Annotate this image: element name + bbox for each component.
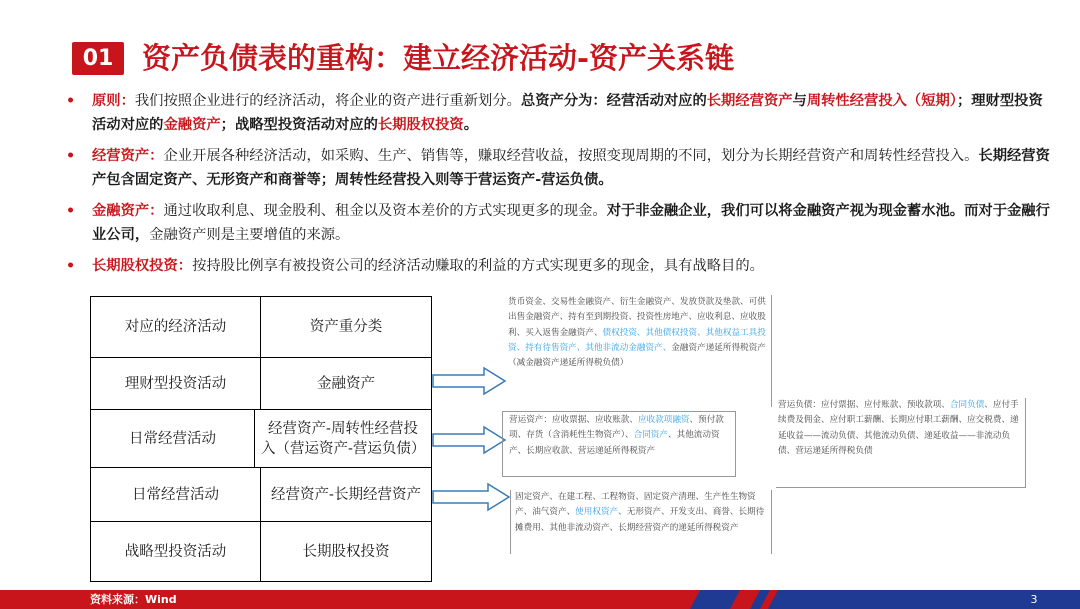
- text-segment: 应付票据、应付账款、预收款项、: [820, 400, 950, 410]
- table-row: [91, 468, 431, 521]
- table-row: [91, 522, 431, 581]
- text-segment: ；理财型投资活动对应的: [92, 93, 1043, 133]
- highlighted-term: 债权投资、其他债权投资、其他权益工具投资、持有待售资产、其他非流动金融资产、: [508, 327, 766, 353]
- text-segment: 企业开展各种经济活动，如采购、生产、销售等，赚取经营收益，按照变现周期的不同，划分为长期经营资产和周转性经营投入。: [163, 148, 979, 164]
- table-header-cell: 资产重分类: [309, 319, 383, 335]
- key-term: 长期经营资产: [706, 93, 793, 109]
- text-segment: 、预付款项、存货（含消耗性生物资产）、: [509, 415, 724, 441]
- bullet-dot-icon: •: [66, 148, 76, 164]
- operating-assets-detail: [502, 411, 736, 477]
- text-segment: 通过收取利息、现金股利、租金以及资本差价的方式实现更多的现金。: [163, 203, 607, 219]
- highlighted-term: 使用权资产: [575, 507, 619, 518]
- key-term: 周转性经营投入（短期）: [806, 93, 957, 109]
- text-segment: 营运负债：: [778, 400, 821, 410]
- text-segment: 金融资产递延所得税资产（减金融资产递延所得税负债）: [508, 342, 766, 369]
- text-segment: 总资产分为：经营活动对应的: [520, 93, 707, 109]
- highlighted-term: 合同负债: [949, 400, 985, 410]
- page-title: 资产负债表的重构：建立经济活动-资产关系链: [142, 41, 735, 75]
- arrow-right-icon: [432, 482, 512, 512]
- section-number-badge: 01: [72, 42, 124, 75]
- text-segment: 按持股比例享有被投资公司的经济活动赚取的利益的方式实现更多的现金，具有战略目的。: [192, 258, 764, 274]
- text-segment: 长期经营资产包含固定资产、无形资产和商誉等；周转性经营投入则等于营运资产-营运负债。: [92, 148, 1050, 188]
- bullet-principle: [66, 89, 1051, 137]
- text-segment: 、其他流动资产、长期应收款、营运递延所得税资产: [509, 430, 720, 456]
- table-row: [91, 410, 431, 467]
- table-cell: 战略型投资活动: [91, 522, 261, 581]
- text-segment: 我们按照企业进行的经济活动，将企业的资产进行重新划分。: [134, 93, 521, 109]
- bullet-key: 原则：: [92, 93, 135, 109]
- text-segment: 货币资金、交易性金融资产、衍生金融资产、发放贷款及垫款、可供出售金融资产、持有至到期投资、投资性房地产、应收利息、应收股利、买入返售金融资产、: [508, 297, 766, 338]
- table-header-cell: 对应的经济活动: [91, 297, 261, 357]
- footer-source: 资料来源：Wind: [90, 593, 177, 606]
- bullet-list: [66, 89, 1051, 285]
- bullet-dot-icon: •: [66, 258, 76, 274]
- operating-liabilities-detail: [776, 398, 1026, 488]
- text-segment: 应收票据、应收账款、: [551, 415, 638, 425]
- text-segment: ；战略型投资活动对应的: [220, 117, 378, 133]
- text-segment: 、无形资产、开发支出、商誉、长期待摊费用、其他非流动资产、长期经营资产的递延所得税资产: [515, 507, 765, 533]
- activity-asset-table: [90, 296, 432, 582]
- highlighted-term: 应收款项融资: [637, 415, 690, 425]
- text-segment: 、应付手续费及佣金、应付职工薪酬、长期应付职工薪酬、应交税费、递延收益——流动负债、其他流动负债、递延收益——非流动负债、营运递延所得税负债: [778, 400, 1019, 456]
- text-segment: 金融资产则是主要增值的来源。: [149, 227, 350, 243]
- bullet-dot-icon: •: [66, 203, 76, 219]
- text-segment: 固定资产、在建工程、工程物资、固定资产清理、生产性生物资产、油气资产、: [515, 492, 756, 518]
- highlighted-term: 合同资产: [633, 430, 668, 441]
- text-segment: 。: [463, 117, 479, 133]
- long-term-assets-detail: [510, 490, 772, 554]
- table-header-row: [91, 297, 431, 357]
- text-segment: 营运资产：: [509, 415, 552, 425]
- table-cell: 理财型投资活动: [91, 358, 261, 409]
- table-cell: 金融资产: [317, 375, 375, 392]
- table-cell: 日常经营活动: [91, 410, 255, 467]
- bullet-operating-assets: [66, 144, 1051, 192]
- bullet-key: 金融资产：: [92, 203, 164, 219]
- table-cell: 长期股权投资: [302, 543, 390, 560]
- bullet-key: 长期股权投资：: [92, 258, 193, 274]
- key-term: 金融资产: [163, 117, 221, 133]
- table-cell: 经营资产-长期经营资产: [271, 486, 421, 503]
- bullet-dot-icon: •: [66, 93, 76, 109]
- key-term: 长期股权投资: [377, 117, 464, 133]
- bullet-financial-assets: [66, 199, 1051, 247]
- bullet-key: 经营资产：: [92, 148, 164, 164]
- arrow-right-icon: [432, 425, 508, 455]
- financial-assets-detail: [506, 295, 772, 407]
- text-segment: 与: [792, 93, 807, 109]
- table-row: [91, 358, 431, 409]
- text-segment: 对于非金融企业，我们可以将金融资产视为现金蓄水池。而对于金融行业公司，: [92, 203, 1050, 243]
- table-cell: 经营资产-周转性经营投入（营运资产-营运负债）: [261, 420, 426, 457]
- arrow-right-icon: [432, 366, 508, 396]
- bullet-equity-investment: [66, 254, 1051, 278]
- table-cell: 日常经营活动: [91, 468, 261, 521]
- page-number: 3: [1030, 593, 1038, 606]
